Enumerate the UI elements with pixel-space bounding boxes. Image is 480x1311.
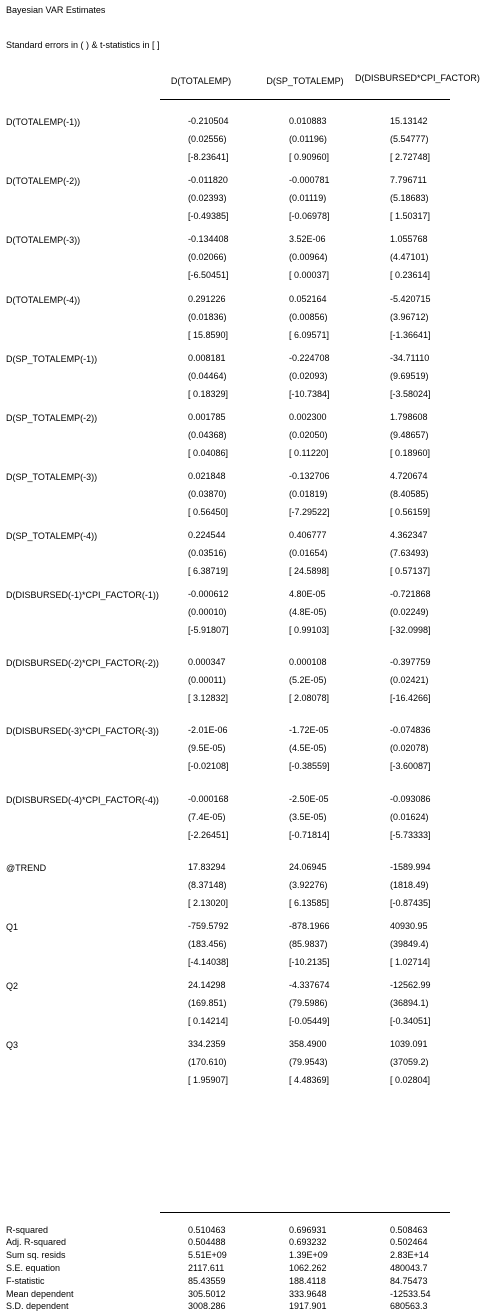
t-statistic-cell: [-1.36641] xyxy=(390,330,431,340)
standard-error-cell: (79.5986) xyxy=(289,998,328,1008)
coefficient-cell: 0.001785 xyxy=(188,412,226,422)
t-statistic-cell: [-2.26451] xyxy=(188,830,229,840)
standard-error-cell: (5.54777) xyxy=(390,134,429,144)
standard-error-cell: (8.40585) xyxy=(390,489,429,499)
coefficient-cell: -0.011820 xyxy=(188,175,228,185)
row-label: D(SP_TOTALEMP(-2)) xyxy=(6,413,98,423)
t-statistic-cell: [ 0.23614] xyxy=(390,270,431,280)
coefficient-cell: 4.720674 xyxy=(390,471,428,481)
coefficient-cell: 0.000347 xyxy=(188,657,226,667)
coefficient-cell: -0.224708 xyxy=(289,353,330,363)
standard-error-cell: (1818.49) xyxy=(390,880,429,890)
column-header-disbursed-cpi: D(DISBURSED*CPI_FACTOR) xyxy=(355,73,480,83)
standard-error-cell: (0.00856) xyxy=(289,312,328,322)
statistic-label: S.D. dependent xyxy=(6,1301,69,1311)
t-statistic-cell: [ 0.99103] xyxy=(289,625,330,635)
coefficient-cell: 3.52E-06 xyxy=(289,234,326,244)
coefficient-cell: -0.000781 xyxy=(289,175,330,185)
standard-error-cell: (0.02050) xyxy=(289,430,328,440)
statistic-value-cell: 0.510463 xyxy=(188,1225,226,1235)
t-statistic-cell: [ 2.08078] xyxy=(289,693,330,703)
t-statistic-cell: [-0.38559] xyxy=(289,761,330,771)
standard-error-cell: (0.01624) xyxy=(390,812,429,822)
coefficient-cell: -2.50E-05 xyxy=(289,794,329,804)
statistic-value-cell: 680563.3 xyxy=(390,1301,428,1311)
statistic-label: F-statistic xyxy=(6,1276,45,1286)
t-statistic-cell: [ 0.56450] xyxy=(188,507,229,517)
coefficient-cell: 0.010883 xyxy=(289,116,327,126)
standard-error-cell: (0.02249) xyxy=(390,607,429,617)
t-statistic-cell: [ 0.14214] xyxy=(188,1016,229,1026)
statistic-label: Mean dependent xyxy=(6,1289,74,1299)
coefficient-cell: -4.337674 xyxy=(289,980,330,990)
t-statistic-cell: [-16.4266] xyxy=(390,693,431,703)
coefficient-cell: -0.210504 xyxy=(188,116,229,126)
coefficient-cell: -878.1966 xyxy=(289,921,330,931)
statistic-value-cell: 1.39E+09 xyxy=(289,1250,328,1260)
header-separator xyxy=(160,99,450,100)
t-statistic-cell: [-3.58024] xyxy=(390,389,431,399)
standard-error-cell: (3.96712) xyxy=(390,312,429,322)
row-label: D(TOTALEMP(-2)) xyxy=(6,176,81,186)
standard-error-cell: (4.8E-05) xyxy=(289,607,327,617)
column-header-totalemp: D(TOTALEMP) xyxy=(170,76,232,86)
t-statistic-cell: [-0.87435] xyxy=(390,898,431,908)
standard-error-cell: (0.02556) xyxy=(188,134,227,144)
t-statistic-cell: [ 0.90960] xyxy=(289,152,330,162)
coefficient-cell: 24.14298 xyxy=(188,980,226,990)
t-statistic-cell: [ 1.02714] xyxy=(390,957,431,967)
row-label: D(SP_TOTALEMP(-1)) xyxy=(6,354,98,364)
standard-error-cell: (9.48657) xyxy=(390,430,429,440)
table-subtitle: Standard errors in ( ) & t-statistics in [ ] xyxy=(6,40,160,50)
coefficient-cell: -34.71110 xyxy=(390,353,430,363)
coefficient-cell: 7.796711 xyxy=(390,175,427,185)
coefficient-cell: -0.134408 xyxy=(188,234,229,244)
standard-error-cell: (183.456) xyxy=(188,939,227,949)
coefficient-cell: -0.721868 xyxy=(390,589,431,599)
t-statistic-cell: [ 0.00037] xyxy=(289,270,330,280)
t-statistic-cell: [-3.60087] xyxy=(390,761,431,771)
coefficient-cell: 4.80E-05 xyxy=(289,589,326,599)
coefficient-cell: 0.002300 xyxy=(289,412,327,422)
coefficient-cell: 0.052164 xyxy=(289,294,327,304)
standard-error-cell: (4.47101) xyxy=(390,252,429,262)
t-statistic-cell: [ 6.09571] xyxy=(289,330,330,340)
coefficient-cell: -5.420715 xyxy=(390,294,431,304)
row-label: D(TOTALEMP(-3)) xyxy=(6,235,81,245)
standard-error-cell: (85.9837) xyxy=(289,939,328,949)
standard-error-cell: (0.03870) xyxy=(188,489,227,499)
statistic-value-cell: 333.9648 xyxy=(289,1289,327,1299)
statistic-value-cell: 2.83E+14 xyxy=(390,1250,429,1260)
t-statistic-cell: [ 0.18960] xyxy=(390,448,431,458)
standard-error-cell: (7.4E-05) xyxy=(188,812,226,822)
t-statistic-cell: [-0.34051] xyxy=(390,1016,431,1026)
t-statistic-cell: [ 0.56159] xyxy=(390,507,431,517)
statistic-label: S.E. equation xyxy=(6,1263,61,1273)
standard-error-cell: (4.5E-05) xyxy=(289,743,327,753)
coefficient-cell: 358.4900 xyxy=(289,1039,327,1049)
standard-error-cell: (0.01819) xyxy=(289,489,328,499)
stats-separator xyxy=(160,1212,450,1213)
statistic-value-cell: 0.508463 xyxy=(390,1225,428,1235)
column-header-sp-totalemp: D(SP_TOTALEMP) xyxy=(266,76,344,86)
coefficient-cell: -0.074836 xyxy=(390,725,431,735)
standard-error-cell: (0.04368) xyxy=(188,430,227,440)
statistic-label: Adj. R-squared xyxy=(6,1237,67,1247)
t-statistic-cell: [-0.71814] xyxy=(289,830,330,840)
coefficient-cell: 40930.95 xyxy=(390,921,428,931)
statistic-value-cell: 85.43559 xyxy=(188,1276,226,1286)
t-statistic-cell: [-0.02108] xyxy=(188,761,229,771)
statistic-value-cell: 2117.611 xyxy=(188,1263,225,1273)
standard-error-cell: (0.01196) xyxy=(289,134,327,144)
row-label: D(DISBURSED(-2)*CPI_FACTOR(-2)) xyxy=(6,658,159,668)
page-title: Bayesian VAR Estimates xyxy=(6,5,106,15)
row-label: Q1 xyxy=(6,922,19,932)
coefficient-cell: 0.291226 xyxy=(188,294,226,304)
standard-error-cell: (0.01119) xyxy=(289,193,327,203)
standard-error-cell: (0.02393) xyxy=(188,193,227,203)
coefficient-cell: -0.132706 xyxy=(289,471,330,481)
row-label: D(TOTALEMP(-1)) xyxy=(6,117,81,127)
statistic-value-cell: 0.502464 xyxy=(390,1237,428,1247)
standard-error-cell: (0.02066) xyxy=(188,252,227,262)
standard-error-cell: (0.04464) xyxy=(188,371,227,381)
t-statistic-cell: [-10.7384] xyxy=(289,389,330,399)
statistic-value-cell: 305.5012 xyxy=(188,1289,226,1299)
standard-error-cell: (0.03516) xyxy=(188,548,227,558)
standard-error-cell: (0.01836) xyxy=(188,312,227,322)
statistic-value-cell: 0.696931 xyxy=(289,1225,327,1235)
standard-error-cell: (169.851) xyxy=(188,998,227,1008)
statistic-label: Sum sq. resids xyxy=(6,1250,66,1260)
coefficient-cell: 0.000108 xyxy=(289,657,327,667)
statistic-value-cell: 1062.262 xyxy=(289,1263,327,1273)
coefficient-cell: 4.362347 xyxy=(390,530,428,540)
t-statistic-cell: [-0.06978] xyxy=(289,211,330,221)
coefficient-cell: -0.397759 xyxy=(390,657,431,667)
standard-error-cell: (0.02093) xyxy=(289,371,328,381)
coefficient-cell: -0.000168 xyxy=(188,794,229,804)
t-statistic-cell: [ 15.8590] xyxy=(188,330,229,340)
t-statistic-cell: [ 1.95907] xyxy=(188,1075,229,1085)
t-statistic-cell: [ 0.18329] xyxy=(188,389,229,399)
t-statistic-cell: [ 6.13585] xyxy=(289,898,330,908)
coefficient-cell: 334.2359 xyxy=(188,1039,226,1049)
standard-error-cell: (9.5E-05) xyxy=(188,743,226,753)
t-statistic-cell: [-5.73333] xyxy=(390,830,431,840)
statistic-value-cell: 188.4118 xyxy=(289,1276,326,1286)
standard-error-cell: (0.00010) xyxy=(188,607,227,617)
coefficient-cell: -0.093086 xyxy=(390,794,431,804)
standard-error-cell: (0.02421) xyxy=(390,675,429,685)
standard-error-cell: (7.63493) xyxy=(390,548,429,558)
standard-error-cell: (79.9543) xyxy=(289,1057,328,1067)
coefficient-cell: 0.008181 xyxy=(188,353,226,363)
t-statistic-cell: [ 1.50317] xyxy=(390,211,431,221)
t-statistic-cell: [ 24.5898] xyxy=(289,566,330,576)
row-label: @TREND xyxy=(6,863,47,873)
coefficient-cell: -12562.99 xyxy=(390,980,431,990)
t-statistic-cell: [-7.29522] xyxy=(289,507,330,517)
statistic-label: R-squared xyxy=(6,1225,49,1235)
statistic-value-cell: 480043.7 xyxy=(390,1263,428,1273)
standard-error-cell: (37059.2) xyxy=(390,1057,429,1067)
t-statistic-cell: [ 0.04086] xyxy=(188,448,229,458)
statistic-value-cell: 84.75473 xyxy=(390,1276,428,1286)
t-statistic-cell: [ 3.12832] xyxy=(188,693,229,703)
t-statistic-cell: [-5.91807] xyxy=(188,625,229,635)
coefficient-cell: 1.798608 xyxy=(390,412,428,422)
standard-error-cell: (5.2E-05) xyxy=(289,675,327,685)
statistic-value-cell: 0.504488 xyxy=(188,1237,226,1247)
row-label: D(DISBURSED(-3)*CPI_FACTOR(-3)) xyxy=(6,726,159,736)
t-statistic-cell: [ 0.11220] xyxy=(289,448,329,458)
standard-error-cell: (0.00964) xyxy=(289,252,328,262)
standard-error-cell: (9.69519) xyxy=(390,371,429,381)
row-label: D(DISBURSED(-4)*CPI_FACTOR(-4)) xyxy=(6,795,159,805)
t-statistic-cell: [-0.05449] xyxy=(289,1016,330,1026)
coefficient-cell: 0.406777 xyxy=(289,530,327,540)
t-statistic-cell: [ 6.38719] xyxy=(188,566,229,576)
standard-error-cell: (170.610) xyxy=(188,1057,227,1067)
coefficient-cell: -0.000612 xyxy=(188,589,229,599)
statistic-value-cell: 3008.286 xyxy=(188,1301,226,1311)
row-label: D(SP_TOTALEMP(-4)) xyxy=(6,531,98,541)
standard-error-cell: (0.00011) xyxy=(188,675,226,685)
standard-error-cell: (36894.1) xyxy=(390,998,429,1008)
t-statistic-cell: [-4.14038] xyxy=(188,957,229,967)
standard-error-cell: (0.01654) xyxy=(289,548,328,558)
standard-error-cell: (5.18683) xyxy=(390,193,429,203)
t-statistic-cell: [-0.49385] xyxy=(188,211,229,221)
coefficient-cell: 1.055768 xyxy=(390,234,428,244)
t-statistic-cell: [-32.0998] xyxy=(390,625,431,635)
coefficient-cell: -1.72E-05 xyxy=(289,725,329,735)
row-label: D(TOTALEMP(-4)) xyxy=(6,295,81,305)
t-statistic-cell: [-6.50451] xyxy=(188,270,229,280)
standard-error-cell: (39849.4) xyxy=(390,939,429,949)
t-statistic-cell: [ 4.48369] xyxy=(289,1075,330,1085)
row-label: Q2 xyxy=(6,981,19,991)
statistic-value-cell: 5.51E+09 xyxy=(188,1250,227,1260)
standard-error-cell: (0.02078) xyxy=(390,743,429,753)
standard-error-cell: (3.5E-05) xyxy=(289,812,327,822)
t-statistic-cell: [-10.2135] xyxy=(289,957,330,967)
statistic-value-cell: 1917.901 xyxy=(289,1301,327,1311)
row-label: D(DISBURSED(-1)*CPI_FACTOR(-1)) xyxy=(6,590,159,600)
t-statistic-cell: [-8.23641] xyxy=(188,152,229,162)
coefficient-cell: 0.021848 xyxy=(188,471,226,481)
coefficient-cell: 17.83294 xyxy=(188,862,226,872)
statistic-value-cell: 0.693232 xyxy=(289,1237,327,1247)
t-statistic-cell: [ 0.02804] xyxy=(390,1075,431,1085)
row-label: Q3 xyxy=(6,1040,19,1050)
coefficient-cell: 15.13142 xyxy=(390,116,428,126)
standard-error-cell: (3.92276) xyxy=(289,880,328,890)
coefficient-cell: -1589.994 xyxy=(390,862,431,872)
t-statistic-cell: [ 2.72748] xyxy=(390,152,431,162)
coefficient-cell: 24.06945 xyxy=(289,862,327,872)
coefficient-cell: -2.01E-06 xyxy=(188,725,228,735)
standard-error-cell: (8.37148) xyxy=(188,880,227,890)
row-label: D(SP_TOTALEMP(-3)) xyxy=(6,472,98,482)
t-statistic-cell: [ 0.57137] xyxy=(390,566,431,576)
t-statistic-cell: [ 2.13020] xyxy=(188,898,229,908)
coefficient-cell: 1039.091 xyxy=(390,1039,428,1049)
statistic-value-cell: -12533.54 xyxy=(390,1289,431,1299)
coefficient-cell: -759.5792 xyxy=(188,921,229,931)
coefficient-cell: 0.224544 xyxy=(188,530,226,540)
